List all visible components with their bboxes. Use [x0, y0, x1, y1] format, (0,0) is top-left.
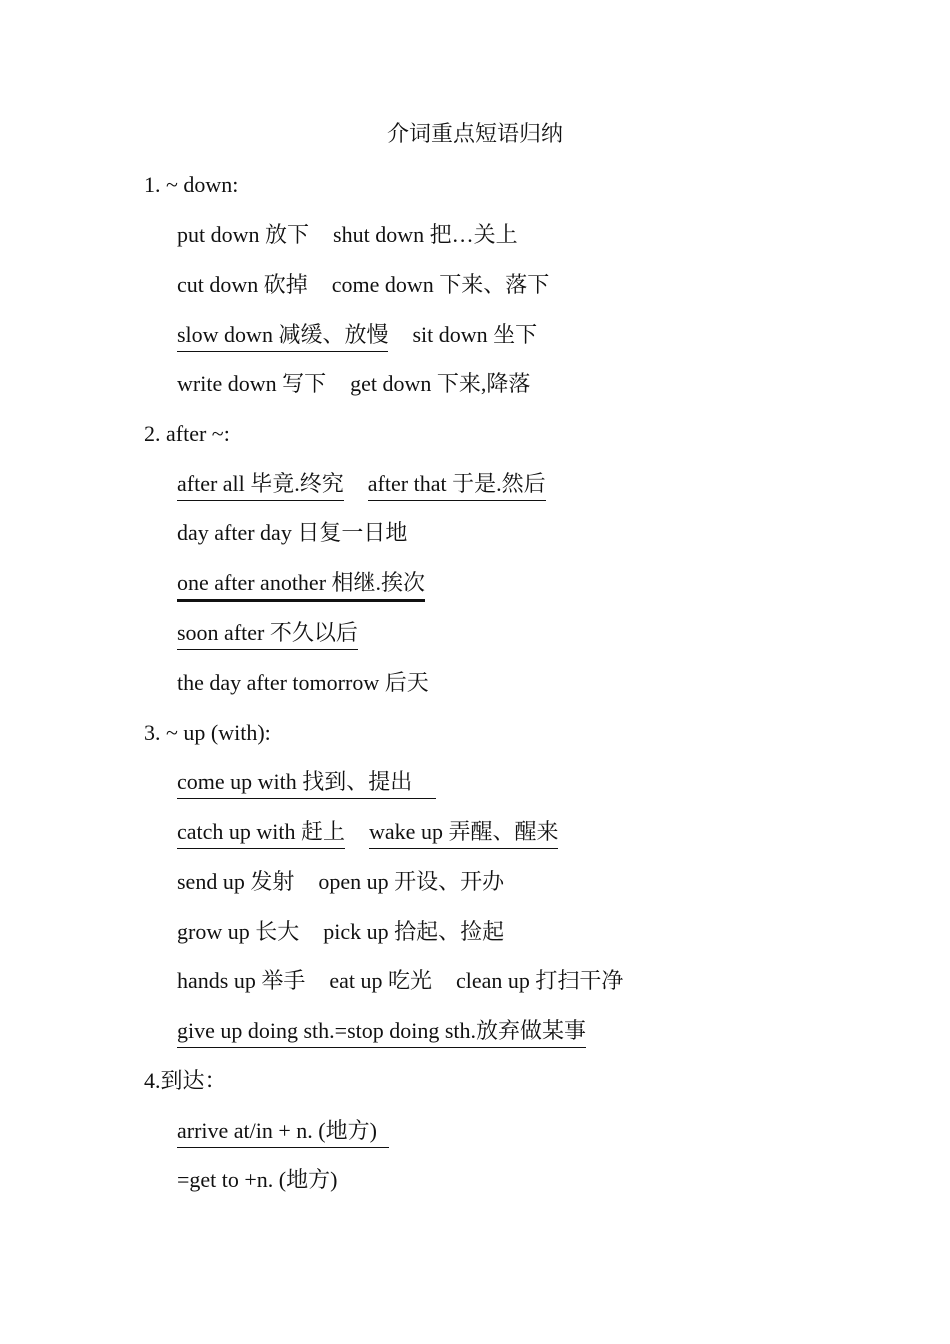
phrase-line	[177, 618, 382, 648]
phrase: pick up 拾起、捡起	[323, 919, 505, 944]
phrase: write down 写下	[177, 371, 327, 396]
section-heading-after: 2. after ~:	[144, 421, 230, 446]
phrase-underlined: catch up with 赶上	[177, 817, 345, 849]
phrase: hands up 举手	[177, 968, 306, 993]
phrase-underlined: wake up 弄醒、醒来	[369, 817, 558, 849]
phrase-underlined: after that 于是.然后	[368, 469, 546, 501]
phrase-line	[177, 270, 573, 300]
phrase: clean up 打扫干净	[455, 968, 624, 993]
phrase-line	[177, 917, 528, 947]
phrase-line	[177, 966, 647, 996]
phrase-underlined: slow down 减缓、放慢	[177, 320, 388, 352]
phrase-line	[177, 1016, 610, 1046]
page-title: 介词重点短语归纳	[386, 121, 563, 146]
section-heading-down: 1. ~ down:	[144, 172, 239, 197]
phrase: send up 发射	[177, 869, 295, 894]
phrase-line	[177, 469, 570, 499]
phrase-line	[177, 1165, 361, 1195]
section-heading-arrive: 4.到达：	[144, 1068, 227, 1093]
phrase-line	[177, 568, 449, 598]
phrase: get down 下来,降落	[350, 371, 531, 396]
phrase-underlined: after all 毕竟.终究	[177, 469, 344, 501]
phrase: =get to +n. (地方)	[177, 1167, 338, 1192]
phrase: shut down 把…关上	[333, 222, 518, 247]
phrase: grow up 长大	[177, 919, 300, 944]
phrase: come down 下来、落下	[331, 272, 550, 297]
phrase-line	[177, 518, 431, 548]
phrase: open up 开设、开办	[318, 869, 505, 894]
phrase-line	[177, 220, 542, 250]
phrase-underlined: give up doing sth.=stop doing sth.放弃做某事	[177, 1016, 586, 1048]
phrase: put down 放下	[177, 222, 310, 247]
phrase-line	[177, 1116, 413, 1146]
section-heading-up: 3. ~ up (with):	[144, 720, 271, 745]
phrase-underlined: come up with 找到、提出	[177, 767, 436, 799]
phrase-underlined: one after another 相继.挨次	[177, 568, 425, 602]
phrase-line	[177, 668, 453, 698]
phrase-line	[177, 320, 561, 350]
phrase: sit down 坐下	[412, 322, 538, 347]
phrase: the day after tomorrow 后天	[177, 670, 429, 695]
phrase-underlined: arrive at/in + n. (地方)	[177, 1116, 389, 1148]
phrase-line	[177, 867, 528, 897]
phrase: cut down 砍掉	[177, 272, 308, 297]
phrase-underlined: soon after 不久以后	[177, 618, 358, 650]
phrase-line	[177, 817, 582, 847]
phrase-line	[177, 369, 554, 399]
phrase: eat up 吃光	[329, 968, 432, 993]
phrase: day after day 日复一日地	[177, 520, 408, 545]
phrase-line	[177, 767, 460, 797]
